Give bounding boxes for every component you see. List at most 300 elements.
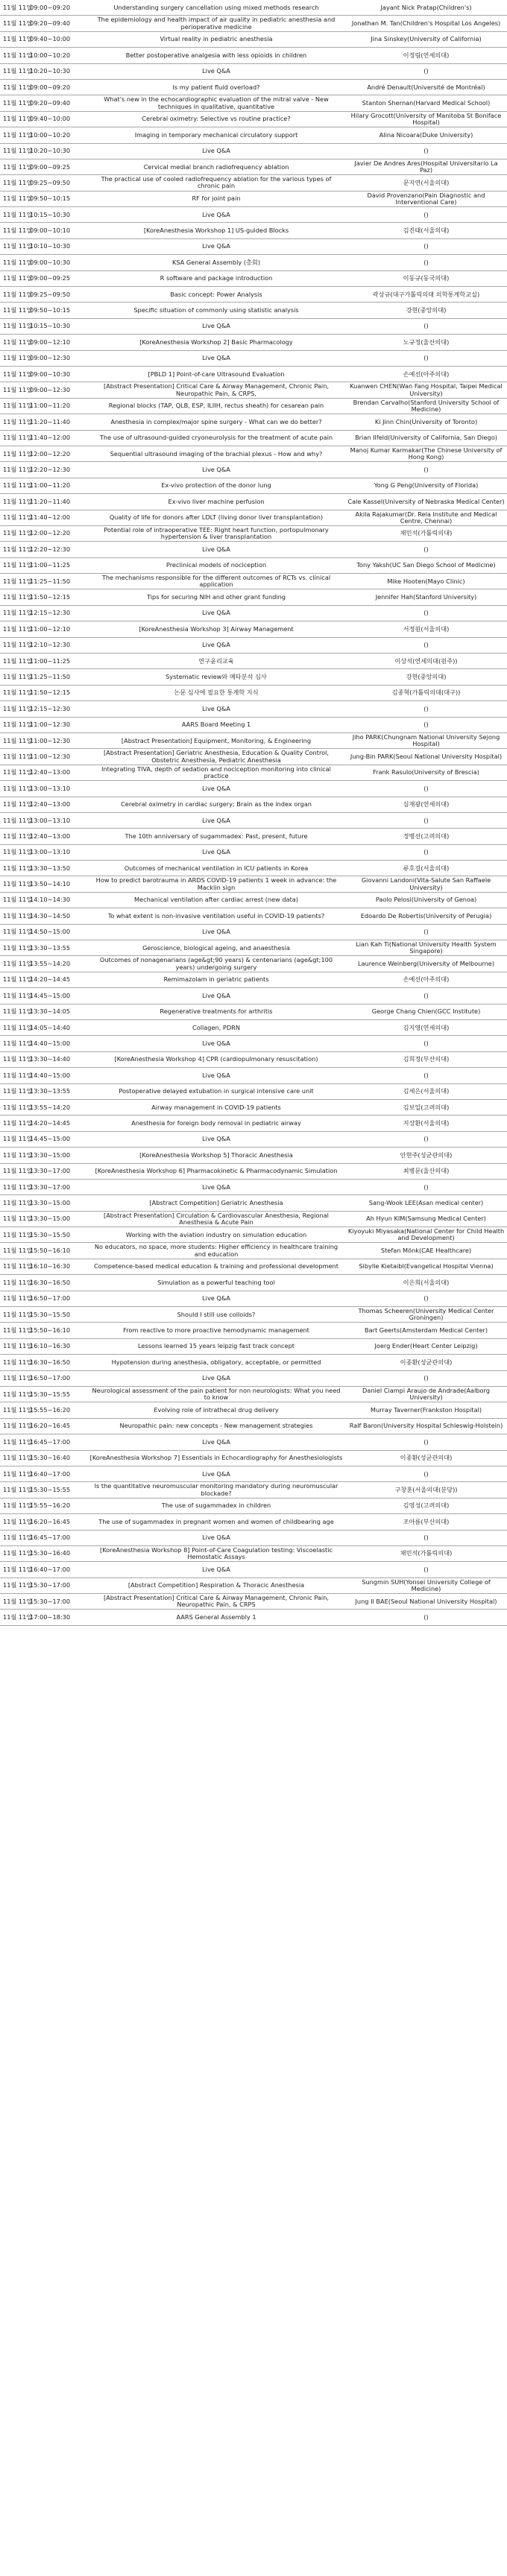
schedule-row xyxy=(0,1243,507,1259)
schedule-row xyxy=(0,797,507,812)
schedule-row xyxy=(0,765,507,780)
schedule-row xyxy=(0,382,507,398)
session-speaker: () xyxy=(345,844,507,860)
session-title: [KoreAnesthesia Workshop 8] Point-of-Care Coagulation testing: Viscoelastic Hemostatic Assays xyxy=(87,1545,345,1561)
session-title: Potential role of intraoperative TEE: Right heart function, portopulmonary hypertension & liver transplantation xyxy=(87,525,345,541)
schedule-row xyxy=(0,812,507,828)
session-time: 13:30~15:00 xyxy=(28,1211,87,1227)
session-speaker: Sibylle Kietaibl(Evangelical Hospital Vienna) xyxy=(345,1259,507,1274)
session-date: 11월 11일 xyxy=(0,1323,28,1338)
session-title: Specific situation of commonly using statistic analysis xyxy=(87,303,345,318)
session-speaker: () xyxy=(345,924,507,940)
session-time: 13:30~17:00 xyxy=(28,1179,87,1194)
session-date: 11월 11일 xyxy=(0,812,28,828)
session-title: Cerebral oximetry: Selective vs routine practice? xyxy=(87,111,345,127)
session-date: 11월 11일 xyxy=(0,1004,28,1019)
session-title: The use of ultrasound-guided cryoneurolysis for the treatment of acute pain xyxy=(87,430,345,446)
session-date: 11월 11일 xyxy=(0,1466,28,1481)
session-speaker: Yong G Peng(University of Florida) xyxy=(345,478,507,493)
session-time: 12:40~13:00 xyxy=(28,765,87,780)
session-date: 11월 11일 xyxy=(0,462,28,478)
session-date: 11월 11일 xyxy=(0,270,28,286)
session-time: 13:55~14:20 xyxy=(28,956,87,972)
session-date: 11월 11일 xyxy=(0,749,28,765)
session-time: 16:20~16:45 xyxy=(28,1418,87,1434)
session-title: [Abstract Presentation] Equipment, Monitoring, & Engineering xyxy=(87,732,345,748)
session-date: 11월 11일 xyxy=(0,1099,28,1115)
schedule-row xyxy=(0,1466,507,1481)
session-speaker: Akila Rajakumar(Dr. Rela Institute and Medical Centre, Chennai) xyxy=(345,510,507,525)
session-time: 14:20~14:45 xyxy=(28,972,87,987)
session-time: 09:00~09:25 xyxy=(28,270,87,286)
schedule-row xyxy=(0,1211,507,1227)
schedule-row xyxy=(0,1434,507,1450)
session-time: 15:55~16:20 xyxy=(28,1498,87,1513)
session-date: 11월 11일 xyxy=(0,175,28,191)
session-title: AARS General Assembly 1 xyxy=(87,1610,345,1625)
session-speaker: 서정원(서울의대) xyxy=(345,621,507,637)
session-time: 11:25~11:50 xyxy=(28,669,87,685)
schedule-row xyxy=(0,79,507,95)
session-time: 13:30~15:00 xyxy=(28,1195,87,1211)
session-date: 11월 11일 xyxy=(0,1148,28,1163)
session-speaker: () xyxy=(345,781,507,797)
session-title: [Abstract Competition] Geriatric Anesthesia xyxy=(87,1195,345,1211)
session-speaker: 지상환(서울의대) xyxy=(345,1115,507,1131)
session-date: 11월 11일 xyxy=(0,95,28,111)
session-speaker: 안현주(성균관의대) xyxy=(345,1148,507,1163)
session-title: Live Q&A xyxy=(87,207,345,223)
schedule-row xyxy=(0,287,507,303)
session-time: 17:00~18:30 xyxy=(28,1610,87,1625)
session-speaker: 이상석(연세의대(원주)) xyxy=(345,654,507,669)
session-time: 09:50~10:15 xyxy=(28,303,87,318)
session-time: 14:45~15:00 xyxy=(28,988,87,1004)
schedule-row xyxy=(0,781,507,797)
session-date: 11월 11일 xyxy=(0,0,28,16)
session-title: Live Q&A xyxy=(87,318,345,334)
schedule-row xyxy=(0,701,507,717)
schedule-row xyxy=(0,1498,507,1513)
session-time: 09:00~09:25 xyxy=(28,159,87,174)
session-date: 11월 11일 xyxy=(0,1307,28,1323)
schedule-row xyxy=(0,589,507,605)
session-title: R software and package introduction xyxy=(87,270,345,286)
session-speaker: Ah Hyun KIM(Samsung Medical Center) xyxy=(345,1211,507,1227)
schedule-row xyxy=(0,111,507,127)
session-title: Regional blocks (TAP, QLB, ESP, ILIIH, rectus sheath) for cesarean pain xyxy=(87,398,345,414)
schedule-row xyxy=(0,844,507,860)
session-speaker: () xyxy=(345,1466,507,1481)
session-title: Ex-vivo protection of the donor lung xyxy=(87,478,345,493)
session-time: 12:00~12:20 xyxy=(28,525,87,541)
session-speaker: Hilary Grocott(University of Manitoba St Boniface Hospital) xyxy=(345,111,507,127)
session-title: Cerebral oximetry in cardiac surgery; Brain as the index organ xyxy=(87,797,345,812)
session-speaker: Javier De Andres Ares(Hospital Universitario La Paz) xyxy=(345,159,507,174)
session-speaker: () xyxy=(345,255,507,270)
session-speaker: Murray Taverner(Frankston Hospital) xyxy=(345,1402,507,1418)
session-speaker: Cale Kassel(University of Nebraska Medical Center) xyxy=(345,494,507,510)
session-date: 11월 11일 xyxy=(0,1020,28,1036)
session-title: Lessons learned 15 years leipzig fast track concept xyxy=(87,1338,345,1354)
session-speaker: Kuanwen CHEN(Wan Fang Hospital, Taipei Medical University) xyxy=(345,382,507,398)
session-title: KSA General Assembly (총회) xyxy=(87,255,345,270)
session-time: 14:45~15:00 xyxy=(28,1131,87,1147)
session-speaker: 이정림(연세의대) xyxy=(345,48,507,63)
session-date: 11월 11일 xyxy=(0,1450,28,1466)
session-date: 11월 11일 xyxy=(0,956,28,972)
session-date: 11월 11일 xyxy=(0,1211,28,1227)
session-speaker: Daniel Ciampi Araujo de Andrade(Aalborg University) xyxy=(345,1386,507,1402)
session-speaker: Lian Kah Ti(National University Health System Singapore) xyxy=(345,940,507,956)
schedule-row xyxy=(0,1131,507,1147)
session-time: 13:50~14:10 xyxy=(28,876,87,892)
session-time: 16:45~17:00 xyxy=(28,1434,87,1450)
session-title: Hypotension during anesthesia, obligatory, acceptable, or permitted xyxy=(87,1355,345,1370)
session-title: Live Q&A xyxy=(87,1179,345,1194)
session-date: 11월 11일 xyxy=(0,31,28,47)
session-date: 11월 11일 xyxy=(0,127,28,143)
session-speaker: 김보일(고려의대) xyxy=(345,1099,507,1115)
session-title: What's new in the echocardiographic evaluation of the mitral valve - New techniques in qualitative, quantitative xyxy=(87,95,345,111)
schedule-row xyxy=(0,48,507,63)
session-date: 11월 11일 xyxy=(0,191,28,206)
session-date: 11월 11일 xyxy=(0,654,28,669)
session-date: 11월 11일 xyxy=(0,1179,28,1194)
session-title: Understanding surgery cancellation using mixed methods research xyxy=(87,0,345,16)
session-date: 11월 11일 xyxy=(0,287,28,303)
session-title: [Abstract Presentation] Critical Care & Airway Management, Chronic Pain, Neuropathic Pain, & CRPS xyxy=(87,1594,345,1610)
session-speaker: () xyxy=(345,350,507,366)
session-date: 11월 11일 xyxy=(0,669,28,685)
session-time: 09:20~09:40 xyxy=(28,95,87,111)
session-date: 11월 11일 xyxy=(0,1338,28,1354)
session-title: Live Q&A xyxy=(87,1434,345,1450)
session-date: 11월 11일 xyxy=(0,478,28,493)
session-speaker: 김세은(서울의대) xyxy=(345,1083,507,1099)
session-time: 11:50~12:15 xyxy=(28,589,87,605)
session-speaker: 정병선(고려의대) xyxy=(345,829,507,844)
session-title: Live Q&A xyxy=(87,143,345,159)
session-speaker: 이종환(성균관의대) xyxy=(345,1355,507,1370)
session-date: 11월 11일 xyxy=(0,1195,28,1211)
session-speaker: () xyxy=(345,1068,507,1083)
session-time: 12:15~12:30 xyxy=(28,605,87,621)
session-speaker: Jiho PARK(Chungnam National University Sejong Hospital) xyxy=(345,732,507,748)
session-date: 11월 11일 xyxy=(0,1291,28,1306)
session-speaker: 김종혁(가톨릭의대(대구)) xyxy=(345,685,507,700)
session-date: 11월 11일 xyxy=(0,318,28,334)
schedule-row xyxy=(0,972,507,987)
schedule-row xyxy=(0,255,507,270)
session-time: 11:20~11:40 xyxy=(28,414,87,430)
session-date: 11월 11일 xyxy=(0,1115,28,1131)
schedule-row xyxy=(0,1386,507,1402)
session-title: Better postoperative analgesia with less opioids in children xyxy=(87,48,345,63)
session-speaker: Kiyoyuki Miyasaka(National Center for Child Health and Development) xyxy=(345,1227,507,1243)
session-date: 11월 11일 xyxy=(0,589,28,605)
session-title: Live Q&A xyxy=(87,701,345,717)
session-speaker: () xyxy=(345,318,507,334)
session-time: 14:30~14:50 xyxy=(28,908,87,924)
session-time: 10:15~10:30 xyxy=(28,318,87,334)
session-time: 11:00~12:30 xyxy=(28,717,87,732)
schedule-row xyxy=(0,956,507,972)
session-time: 15:30~15:50 xyxy=(28,1307,87,1323)
schedule-row xyxy=(0,542,507,557)
session-time: 09:00~10:10 xyxy=(28,223,87,238)
session-date: 11월 11일 xyxy=(0,350,28,366)
session-time: 14:05~14:40 xyxy=(28,1020,87,1036)
session-date: 11월 11일 xyxy=(0,111,28,127)
session-date: 11월 11일 xyxy=(0,1355,28,1370)
session-title: Collagen, PDRN xyxy=(87,1020,345,1036)
schedule-row xyxy=(0,31,507,47)
session-time: 10:15~10:30 xyxy=(28,207,87,223)
session-title: Anesthesia for foreign body removal in pediatric airway xyxy=(87,1115,345,1131)
session-title: Live Q&A xyxy=(87,924,345,940)
session-title: Competence-based medical education & training and professional development xyxy=(87,1259,345,1274)
session-speaker: 손예선(아주의대) xyxy=(345,972,507,987)
session-speaker: () xyxy=(345,605,507,621)
session-date: 11월 11일 xyxy=(0,829,28,844)
session-title: [PBLD 1] Point-of-care Ultrasound Evaluation xyxy=(87,366,345,382)
session-title: [KoreAnesthesia Workshop 2] Basic Pharmacology xyxy=(87,335,345,350)
session-date: 11월 11일 xyxy=(0,1068,28,1083)
schedule-row xyxy=(0,270,507,286)
session-title: Outcomes of mechanical ventilation in ICU patients in Korea xyxy=(87,861,345,876)
session-time: 09:40~10:00 xyxy=(28,111,87,127)
schedule-row xyxy=(0,1482,507,1498)
schedule-row xyxy=(0,574,507,589)
session-title: Airway management in COVID-19 patients xyxy=(87,1099,345,1115)
session-title: No educators, no space, more students: Higher efficiency in healthcare training and education xyxy=(87,1243,345,1259)
session-speaker: 조아름(부산의대) xyxy=(345,1514,507,1530)
session-date: 11월 11일 xyxy=(0,335,28,350)
session-title: The 10th anniversary of sugammadex: Past, present, future xyxy=(87,829,345,844)
schedule-row xyxy=(0,525,507,541)
session-speaker: Giovanni Landoni(Vita-Salute San Raffaele University) xyxy=(345,876,507,892)
session-time: 15:30~16:40 xyxy=(28,1450,87,1466)
session-title: Integrating TIVA, depth of sedation and nociception monitoring into clinical practice xyxy=(87,765,345,780)
session-time: 16:50~17:00 xyxy=(28,1291,87,1306)
session-date: 11월 11일 xyxy=(0,1243,28,1259)
schedule-row xyxy=(0,1083,507,1099)
session-date: 11월 11일 xyxy=(0,876,28,892)
session-time: 11:20~11:40 xyxy=(28,494,87,510)
session-date: 11월 11일 xyxy=(0,1386,28,1402)
session-date: 11월 11일 xyxy=(0,430,28,446)
session-title: Evolving role of intrathecal drug delivery xyxy=(87,1402,345,1418)
schedule-row xyxy=(0,557,507,573)
session-title: The use of sugammadex in children xyxy=(87,1498,345,1513)
session-time: 12:00~12:20 xyxy=(28,446,87,461)
session-time: 16:30~16:50 xyxy=(28,1355,87,1370)
session-time: 13:55~14:20 xyxy=(28,1099,87,1115)
session-time: 09:25~09:50 xyxy=(28,287,87,303)
session-title: Outcomes of nonagenarians (age&gt;90 years) & centenarians (age&gt;100 years) undergoing surgery xyxy=(87,956,345,972)
session-date: 11월 11일 xyxy=(0,940,28,956)
session-title: Systematic review와 메타분석 심사 xyxy=(87,669,345,685)
session-speaker: Jayant Nick Pratap(Children's) xyxy=(345,0,507,16)
session-date: 11월 11일 xyxy=(0,557,28,573)
session-title: Live Q&A xyxy=(87,1466,345,1481)
schedule-row xyxy=(0,510,507,525)
session-date: 11월 11일 xyxy=(0,238,28,254)
session-speaker: Jina Sinskey(University of California) xyxy=(345,31,507,47)
session-title: [Abstract Competition] Respiration & Thoracic Anesthesia xyxy=(87,1577,345,1593)
session-title: Live Q&A xyxy=(87,1291,345,1306)
session-date: 11월 11일 xyxy=(0,574,28,589)
session-date: 11월 11일 xyxy=(0,701,28,717)
session-title: Basic concept: Power Analysis xyxy=(87,287,345,303)
session-date: 11월 11일 xyxy=(0,446,28,461)
session-date: 11월 11일 xyxy=(0,303,28,318)
session-speaker: () xyxy=(345,63,507,79)
schedule-row xyxy=(0,861,507,876)
schedule-row xyxy=(0,1514,507,1530)
session-speaker: Stanton Shernan(Harvard Medical School) xyxy=(345,95,507,111)
session-time: 09:00~09:20 xyxy=(28,79,87,95)
session-title: Live Q&A xyxy=(87,238,345,254)
schedule-row xyxy=(0,414,507,430)
session-title: To what extent is non-invasive ventilation useful in COVID-19 patients? xyxy=(87,908,345,924)
session-time: 11:40~12:00 xyxy=(28,430,87,446)
session-date: 11월 11일 xyxy=(0,908,28,924)
session-time: 14:20~14:45 xyxy=(28,1115,87,1131)
session-date: 11월 11일 xyxy=(0,1418,28,1434)
session-time: 13:00~13:10 xyxy=(28,781,87,797)
session-speaker: Ralf Baron(University Hospital Schleswig-Holstein) xyxy=(345,1418,507,1434)
schedule-row xyxy=(0,1099,507,1115)
session-date: 11월 11일 xyxy=(0,1562,28,1577)
session-date: 11월 11일 xyxy=(0,1083,28,1099)
session-date: 11월 11일 xyxy=(0,1036,28,1051)
session-date: 11월 11일 xyxy=(0,255,28,270)
session-time: 09:25~09:50 xyxy=(28,175,87,191)
schedule-row xyxy=(0,1355,507,1370)
schedule-row xyxy=(0,1004,507,1019)
session-title: The use of sugammadex in pregnant women and women of childbearing age xyxy=(87,1514,345,1530)
schedule-row xyxy=(0,462,507,478)
session-time: 12:15~12:30 xyxy=(28,701,87,717)
session-date: 11월 11일 xyxy=(0,1545,28,1561)
schedule-row xyxy=(0,318,507,334)
session-speaker: 김영성(고려의대) xyxy=(345,1498,507,1513)
session-speaker: 문지연(서울의대) xyxy=(345,175,507,191)
session-date: 11월 11일 xyxy=(0,892,28,908)
session-date: 11월 11일 xyxy=(0,781,28,797)
session-date: 11월 11일 xyxy=(0,685,28,700)
session-speaker: Laurence Weinberg(University of Melbourne) xyxy=(345,956,507,972)
session-title: Live Q&A xyxy=(87,812,345,828)
session-time: 09:40~10:00 xyxy=(28,31,87,47)
session-title: Simulation as a powerful teaching tool xyxy=(87,1275,345,1291)
session-speaker: () xyxy=(345,143,507,159)
session-time: 10:20~10:30 xyxy=(28,63,87,79)
schedule-row xyxy=(0,1577,507,1593)
session-speaker: Frank Rasulo(University of Brescia) xyxy=(345,765,507,780)
session-time: 15:50~16:10 xyxy=(28,1243,87,1259)
schedule-row xyxy=(0,669,507,685)
session-time: 16:10~16:30 xyxy=(28,1338,87,1354)
schedule-row xyxy=(0,1020,507,1036)
schedule-row xyxy=(0,1402,507,1418)
session-title: Neurological assessment of the pain patient for non neurologists: What you need to know xyxy=(87,1386,345,1402)
session-time: 11:00~11:25 xyxy=(28,654,87,669)
session-title: From reactive to more proactive hemodynamic management xyxy=(87,1323,345,1338)
session-date: 11월 11일 xyxy=(0,63,28,79)
session-date: 11월 11일 xyxy=(0,1482,28,1498)
session-speaker: () xyxy=(345,812,507,828)
session-speaker: 김지영(연세의대) xyxy=(345,1020,507,1036)
session-time: 12:10~12:30 xyxy=(28,637,87,653)
session-time: 11:00~12:30 xyxy=(28,749,87,765)
session-speaker: Jennifer Hah(Stanford University) xyxy=(345,589,507,605)
session-title: The practical use of cooled radiofrequency ablation for the various types of chronic pain xyxy=(87,175,345,191)
session-time: 13:00~13:10 xyxy=(28,844,87,860)
session-speaker: () xyxy=(345,1610,507,1625)
session-date: 11월 11일 xyxy=(0,1577,28,1593)
session-date: 11월 11일 xyxy=(0,1594,28,1610)
session-speaker: Jung Il BAE(Seoul National University Hospital) xyxy=(345,1594,507,1610)
schedule-row xyxy=(0,398,507,414)
schedule-row xyxy=(0,1195,507,1211)
session-date: 11월 11일 xyxy=(0,717,28,732)
schedule-row xyxy=(0,1259,507,1274)
session-date: 11월 11일 xyxy=(0,16,28,31)
session-date: 11월 11일 xyxy=(0,797,28,812)
session-speaker: 이종환(성균관의대) xyxy=(345,1450,507,1466)
schedule-row xyxy=(0,159,507,174)
session-title: Is my patient fluid overload? xyxy=(87,79,345,95)
session-date: 11월 11일 xyxy=(0,143,28,159)
session-date: 11월 11일 xyxy=(0,1530,28,1545)
schedule-row xyxy=(0,1545,507,1561)
schedule-row xyxy=(0,605,507,621)
session-time: 14:40~15:00 xyxy=(28,1068,87,1083)
session-speaker: David Provenzano(Pain Diagnostic and Interventional Care) xyxy=(345,191,507,206)
session-speaker: George Chang Chien(GCC Institute) xyxy=(345,1004,507,1019)
session-time: 16:50~17:00 xyxy=(28,1370,87,1386)
session-time: 16:20~16:45 xyxy=(28,1514,87,1530)
session-speaker: 채민석(가톨릭의대) xyxy=(345,1545,507,1561)
session-date: 11월 11일 xyxy=(0,1163,28,1179)
session-time: 09:00~12:10 xyxy=(28,335,87,350)
session-date: 11월 11일 xyxy=(0,1370,28,1386)
session-date: 11월 11일 xyxy=(0,382,28,398)
session-title: Preclinical models of nociception xyxy=(87,557,345,573)
session-title: Working with the aviation industry on simulation education xyxy=(87,1227,345,1243)
session-time: 09:50~10:15 xyxy=(28,191,87,206)
session-speaker: Sang-Wook LEE(Asan medical center) xyxy=(345,1195,507,1211)
session-speaker: Brendan Carvalho(Stanford University School of Medicine) xyxy=(345,398,507,414)
session-time: 10:10~10:30 xyxy=(28,238,87,254)
session-speaker: Mike Hooten(Mayo Clinic) xyxy=(345,574,507,589)
session-speaker: 강현(중앙의대) xyxy=(345,669,507,685)
session-title: [KoreAnesthesia Workshop 7] Essentials in Echocardiography for Anesthesiologists xyxy=(87,1450,345,1466)
session-time: 09:00~12:30 xyxy=(28,382,87,398)
session-speaker: () xyxy=(345,1530,507,1545)
session-time: 16:10~16:30 xyxy=(28,1259,87,1274)
session-title: [Abstract Presentation] Geriatric Anesthesia, Education & Quality Control, Obstetric Anesthesia, Pediatric Anesthesia xyxy=(87,749,345,765)
schedule-row xyxy=(0,876,507,892)
session-time: 15:55~16:20 xyxy=(28,1402,87,1418)
session-title: Live Q&A xyxy=(87,844,345,860)
session-speaker: Brian Ilfeld(University of California, San Diego) xyxy=(345,430,507,446)
schedule-row xyxy=(0,1068,507,1083)
session-title: Virtual reality in pediatric anesthesia xyxy=(87,31,345,47)
